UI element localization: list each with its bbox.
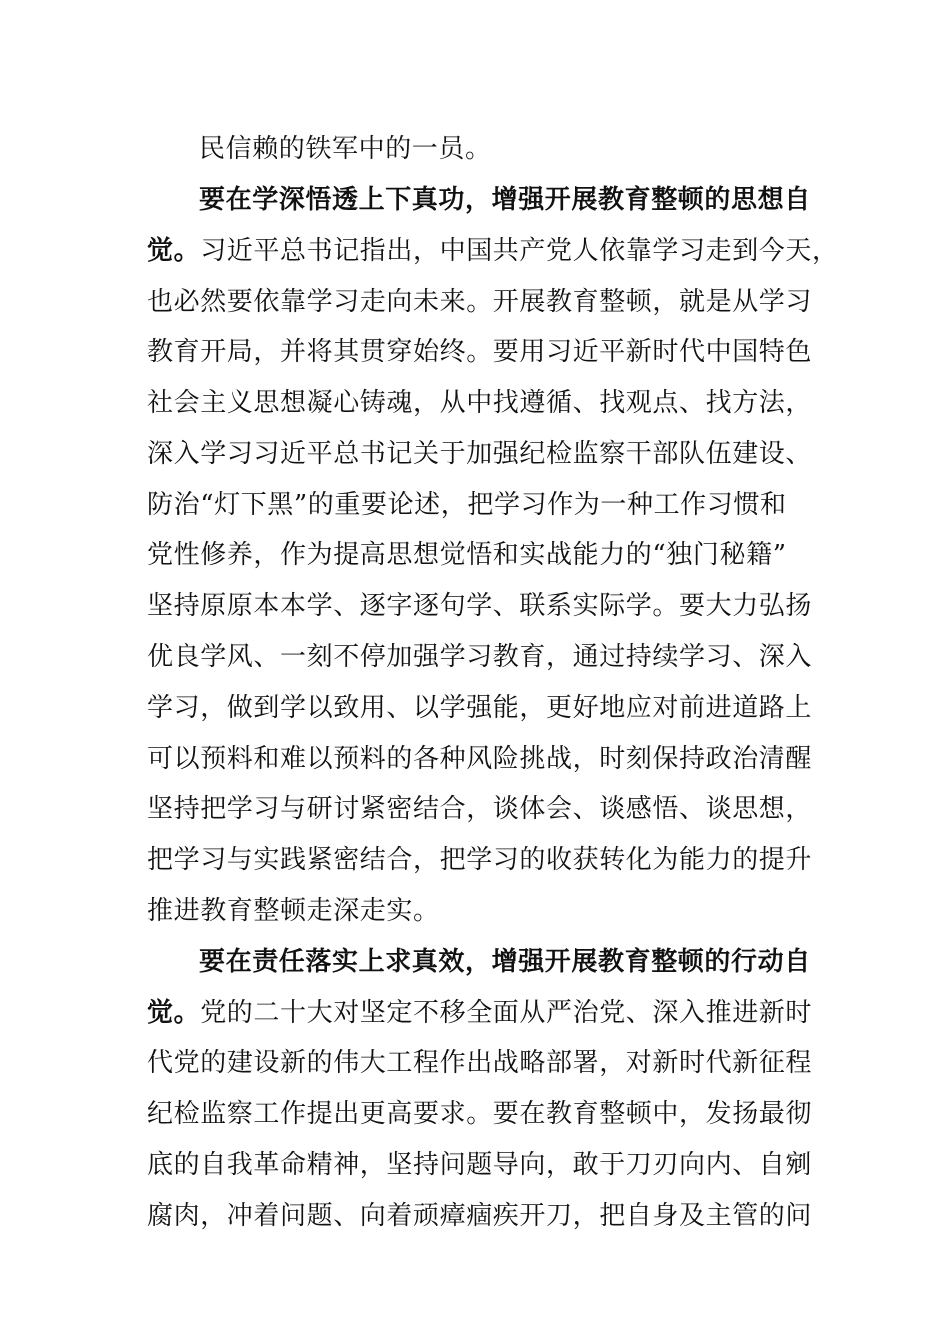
text-line [147,1148,817,1182]
text-line [147,234,839,268]
heading-segment: 要在学深悟透上下真功，增强开展教育整顿的思想自 [199,185,811,215]
text-segment: 坚持把学习与研讨紧密结合，谈体会、谈感悟、谈思想， [147,794,813,824]
text-segment: 习近平总书记指出，中国共产党人依靠学习走到今天， [200,236,839,266]
text-segment: 纪检监察工作提出更高要求。要在教育整顿中，发扬最彻 [147,1099,813,1129]
heading-segment: 觉。 [147,236,201,266]
text-segment: 可以预料和难以预料的各种风险挑战，时刻保持政治清醒 [147,744,813,774]
text-line [147,1097,817,1131]
text-segment: 代党的建设新的伟大工程作出战略部署，对新时代新征程 [147,1048,813,1078]
text-line [147,589,817,623]
text-segment: 防治“灯下黑”的重要论述，把学习作为一种工作习惯和 [147,490,787,520]
text-line [147,335,817,369]
text-segment: 也必然要依靠学习走向未来。开展教育整顿，就是从学习 [147,287,813,317]
text-segment: 教育开局，并将其贯穿始终。要用习近平新时代中国特色 [147,337,813,367]
text-segment: 党性修养，作为提高思想觉悟和实战能力的“独门秘籍” [147,540,787,570]
text-segment: 社会主义思想凝心铸魂，从中找遵循、找观点、找方法， [147,388,813,418]
text-segment: 学习，做到学以致用、以学强能，更好地应对前进道路上 [147,693,813,723]
text-segment: 深入学习习近平总书记关于加强纪检监察干部队伍建设、 [147,439,813,469]
text-line [147,1046,817,1080]
text-line [199,132,817,166]
text-segment: 把学习与实践紧密结合，把学习的收获转化为能力的提升 [147,845,813,875]
text-segment: 民信赖的铁军中的一员。 [199,134,492,164]
text-segment: 优良学风、一刻不停加强学习教育，通过持续学习、深入 [147,642,813,672]
section-heading-line [199,945,817,979]
text-line [147,742,817,776]
text-segment: 坚持原原本本学、逐字逐句学、联系实际学。要大力弘扬 [147,591,813,621]
text-segment: 党的二十大对坚定不移全面从严治党、深入推进新时 [200,998,813,1028]
text-line [147,691,817,725]
text-line [147,386,817,420]
text-line [147,1199,817,1233]
text-segment: 推进教育整顿走深走实。 [147,896,440,926]
text-line [147,285,817,319]
text-line [147,437,817,471]
text-segment: 腐肉，冲着问题、向着顽瘴痼疾开刀，把自身及主管的问 [147,1201,813,1231]
text-line [147,894,817,928]
text-line [147,996,817,1030]
heading-segment: 觉。 [147,998,201,1028]
section-heading-line [199,183,817,217]
text-line [147,538,817,572]
text-line [147,843,817,877]
text-segment: 底的自我革命精神，坚持问题导向，敢于刀刃向内、自剜 [147,1150,813,1180]
text-line [147,792,817,826]
text-line [147,488,817,522]
text-line [147,640,817,674]
heading-segment: 要在责任落实上求真效，增强开展教育整顿的行动自 [199,947,811,977]
